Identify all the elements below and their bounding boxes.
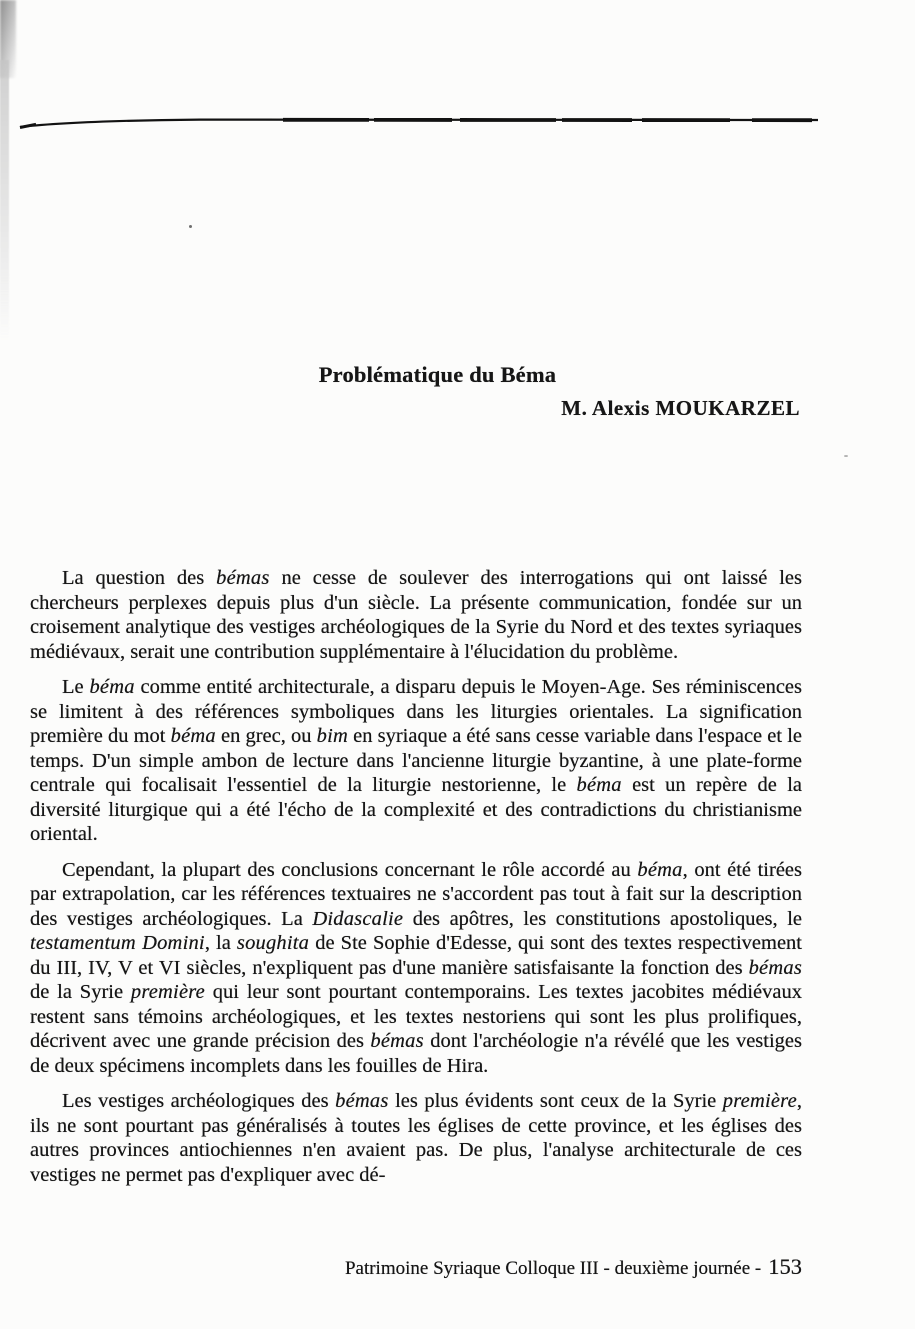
- paragraph: La question des bémas ne cesse de soulever des interrogations qui ont laissé les chercheurs perplexes depuis plus d'un siècle. La présente communication, fondée sur un croisement analytique des vestiges archéologiques de la Syrie du Nord et des textes syriaques médiévaux, serait une contribution supplémentaire à l'élucidation du problème.: [30, 567, 803, 663]
- scan-speck: [189, 225, 192, 228]
- paragraph: Le béma comme entité architecturale, a disparu depuis le Moyen-Age. Ses réminiscences se limitent à des références symboliques dans les liturgies orientales. La signification première du mot béma en grec, ou bim en syriaque a été sans cesse variable dans l'espace et le temps. D'un simple ambon de lecture dans l'ancienne liturgie byzantine, à une plate-forme centrale qui focalisait l'essentiel de la liturgie nestorienne, le béma est un repère de la diversité liturgique qui a été l'écho de la complexité et des contradictions du christianisme oriental.: [30, 676, 802, 845]
- paragraph: Les vestiges archéologiques des bémas les plus évidents sont ceux de la Syrie première, ils ne sont pourtant pas généralisés à toutes les églises de cette province, et les églises des autres provinces antiochiennes n'en avaient pas. De plus, l'analyse architecturale de ces vestiges ne permet pas d'expliquer avec dé-: [30, 1090, 802, 1186]
- header-rule: [0, 0, 915, 160]
- page-number: 153: [768, 1254, 802, 1279]
- footer: [345, 1254, 802, 1280]
- scan-speck: [844, 455, 848, 457]
- page-title: Problématique du Béma: [318, 362, 557, 387]
- article-body: [30, 566, 802, 1198]
- footer-text: Patrimoine Syriaque Colloque III - deuxième journée -: [344, 1258, 762, 1279]
- paragraph: Cependant, la plupart des conclusions concernant le rôle accordé au béma, ont été tirées par extrapolation, car les références textuaires ne s'accordent pas tout à fait sur la description des vestiges archéologiques. La Didascalie des apôtres, les constitutions apostoliques, le testamentum Domini, la soughita de Ste Sophie d'Edesse, qui sont des textes respectivement du III, IV, V et VI siècles, n'expliquent pas d'une manière satisfaisante la fonction des bémas de la Syrie première qui leur sont pourtant contemporains. Les textes jacobites médiévaux restent sans témoins archéologiques, et les textes nestoriens qui sont les plus prolifiques, décrivent avec une grande précision des bémas dont l'archéologie n'a révélé que les vestiges de deux spécimens incomplets dans les fouilles de Hira.: [30, 858, 803, 1077]
- author-name: M. Alexis MOUKARZEL: [561, 396, 800, 420]
